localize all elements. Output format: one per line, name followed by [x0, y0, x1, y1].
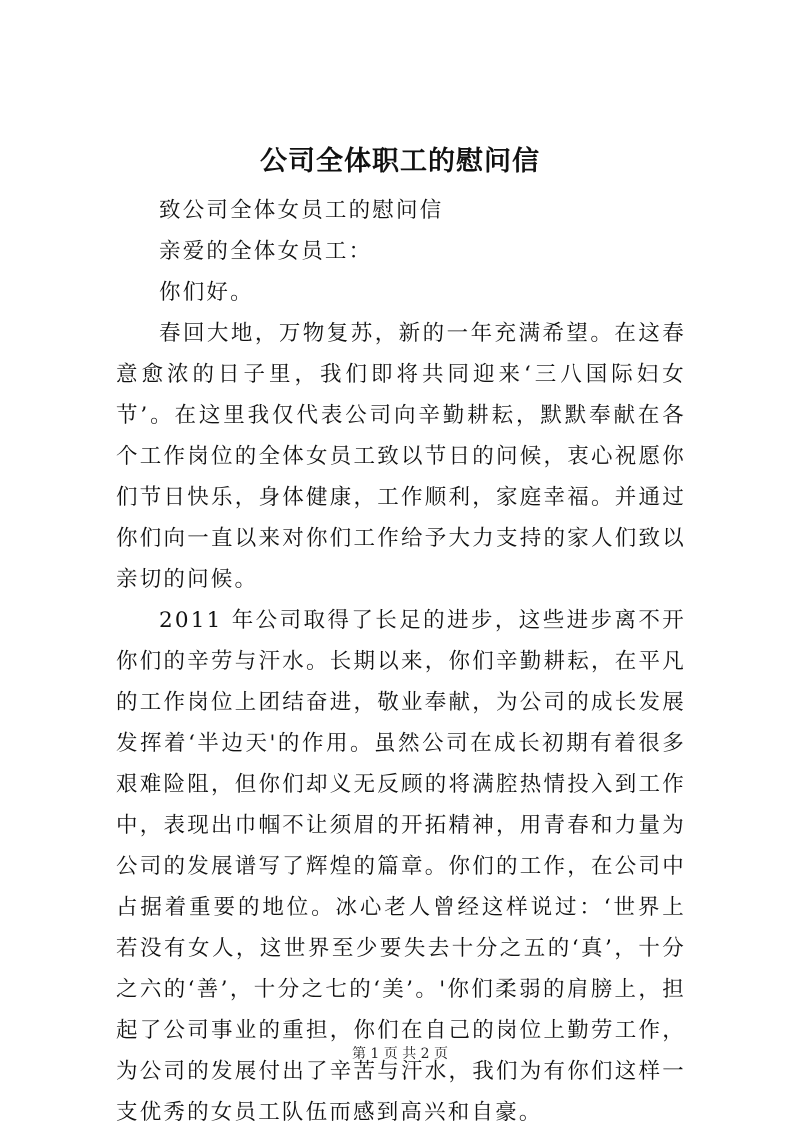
letter-greeting: 你们好。 [159, 280, 254, 305]
letter-body [116, 190, 686, 1133]
letter-paragraph: 春回大地，万物复苏，新的一年充满希望。在这春意愈浓的日子里，我们即将共同迎来‘三八国际妇女节’。在这里我仅代表公司向辛勤耕耘，默默奉献在各个工作岗位的全体女员工致以节日的问候，衷心祝愿你们节日快乐，身体健康，工作顺利，家庭幸福。并通过你们向一直以来对你们工作给予大力支持的家人们致以亲切的问候。 [116, 321, 686, 592]
letter-paragraph: 2011 年公司取得了长足的进步，这些进步离不开你们的辛劳与汗水。长期以来，你们辛勤耕耘，在平凡的工作岗位上团结奋进，敬业奉献，为公司的成长发展发挥着‘半边天'的作用。虽然公司在成长初期有着很多艰难险阻，但你们却义无反顾的将满腔热情投入到工作中，表现出巾帼不让须眉的开拓精神，用青春和力量为公司的发展谱写了辉煌的篇章。你们的工作，在公司中占据着重要的地位。冰心老人曾经这样说过：‘世界上若没有女人，这世界至少要失去十分之五的‘真’，十分之六的‘善’，十分之七的‘美’。'你们柔弱的肩膀上，担起了公司事业的重担，你们在自己的岗位上勤劳工作，为公司的发展付出了辛苦与汗水，我们为有你们这样一支优秀的女员工队伍而感到高兴和自豪。 [116, 608, 686, 1125]
letter-subject: 致公司全体女员工的慰问信 [159, 198, 444, 223]
page-title: 公司全体职工的慰问信 [260, 146, 540, 177]
page-number: 第 1 页 共 2 页 [351, 1046, 449, 1062]
letter-salutation: 亲爱的全体女员工： [159, 239, 373, 264]
